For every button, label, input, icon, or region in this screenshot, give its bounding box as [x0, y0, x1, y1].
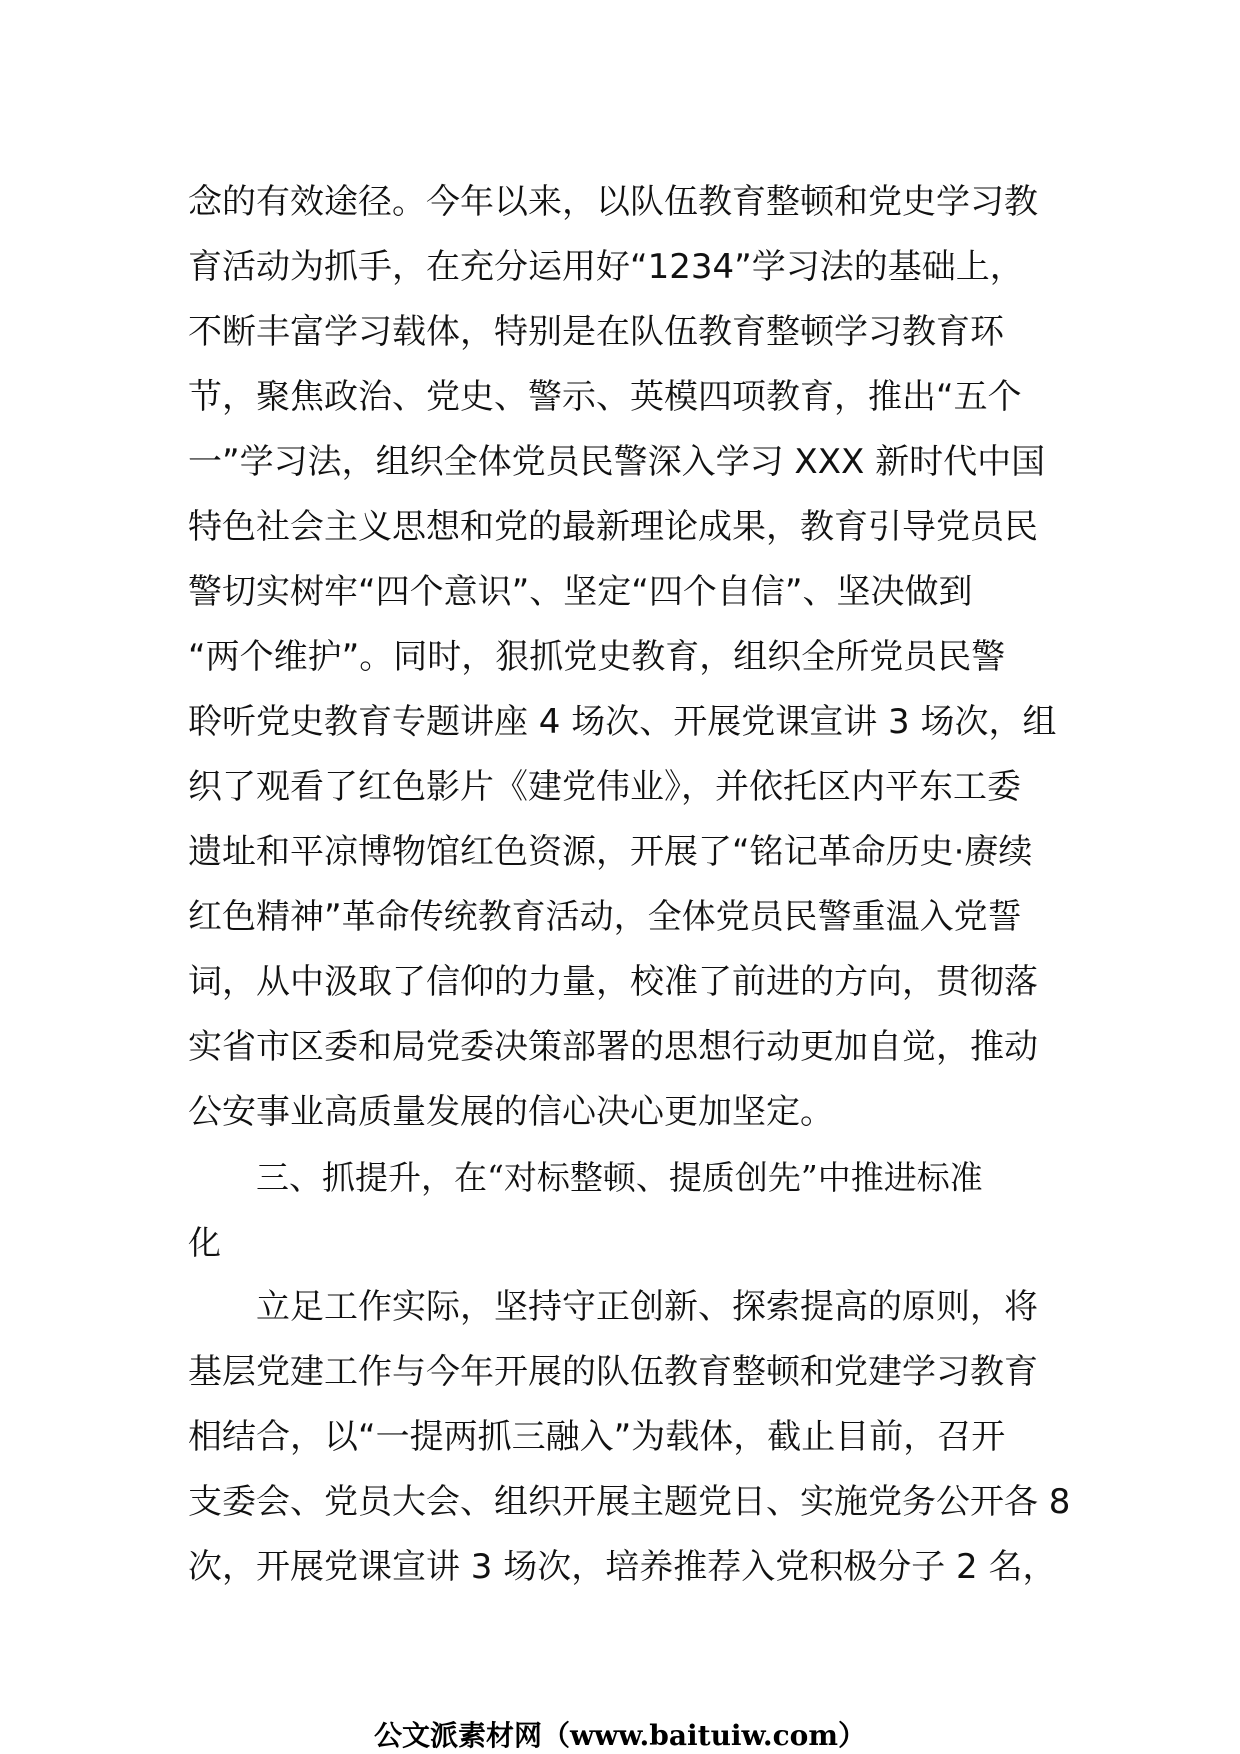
body-line: 节，聚焦政治、党史、警示、英模四项教育，推出“五个	[188, 377, 1022, 417]
paragraph-line: 基层党建工作与今年开展的队伍教育整顿和党建学习教育	[188, 1352, 1038, 1392]
body-line: 遗址和平凉博物馆红色资源，开展了“铭记革命历史·赓续	[188, 832, 1033, 872]
body-line: 词，从中汲取了信仰的力量，校准了前进的方向，贯彻落	[188, 962, 1038, 1002]
body-line: 特色社会主义思想和党的最新理论成果，教育引导党员民	[188, 507, 1038, 547]
body-line: 聆听党史教育专题讲座 4 场次、开展党课宣讲 3 场次，组	[188, 702, 1057, 742]
body-line: “两个维护”。同时，狠抓党史教育，组织全所党员民警	[188, 637, 1006, 677]
body-line: 不断丰富学习载体，特别是在队伍教育整顿学习教育环	[188, 312, 1004, 352]
paragraph-line: 立足工作实际，坚持守正创新、探索提高的原则，将	[256, 1287, 1038, 1327]
body-line: 育活动为抓手，在充分运用好“1234”学习法的基础上，	[188, 247, 1024, 287]
section-heading: 三、抓提升，在“对标整顿、提质创先”中推进标准	[256, 1158, 983, 1197]
body-line: 公安事业高质量发展的信心决心更加坚定。	[188, 1092, 834, 1132]
paragraph-line: 支委会、党员大会、组织开展主题党日、实施党务公开各 8	[188, 1482, 1071, 1522]
body-line: 实省市区委和局党委决策部署的思想行动更加自觉，推动	[188, 1027, 1038, 1067]
section-heading-continuation: 化	[188, 1223, 221, 1262]
body-line: 一”学习法，组织全体党员民警深入学习 XXX 新时代中国	[188, 442, 1046, 482]
footer-watermark: 公文派素材网（www.baituiw.com）	[374, 1719, 866, 1752]
body-line: 红色精神”革命传统教育活动，全体党员民警重温入党誓	[188, 897, 1022, 937]
paragraph-line: 相结合，以“一提两抓三融入”为载体，截止目前，召开	[188, 1417, 1006, 1457]
body-line: 警切实树牢“四个意识”、坚定“四个自信”、坚决做到	[188, 572, 973, 612]
document-body	[188, 170, 1071, 1600]
body-line: 织了观看了红色影片《建党伟业》，并依托区内平东工委	[188, 767, 1021, 807]
paragraph-line: 次，开展党课宣讲 3 场次，培养推荐入党积极分子 2 名，	[188, 1547, 1057, 1587]
body-line: 念的有效途径。今年以来，以队伍教育整顿和党史学习教	[188, 182, 1038, 222]
